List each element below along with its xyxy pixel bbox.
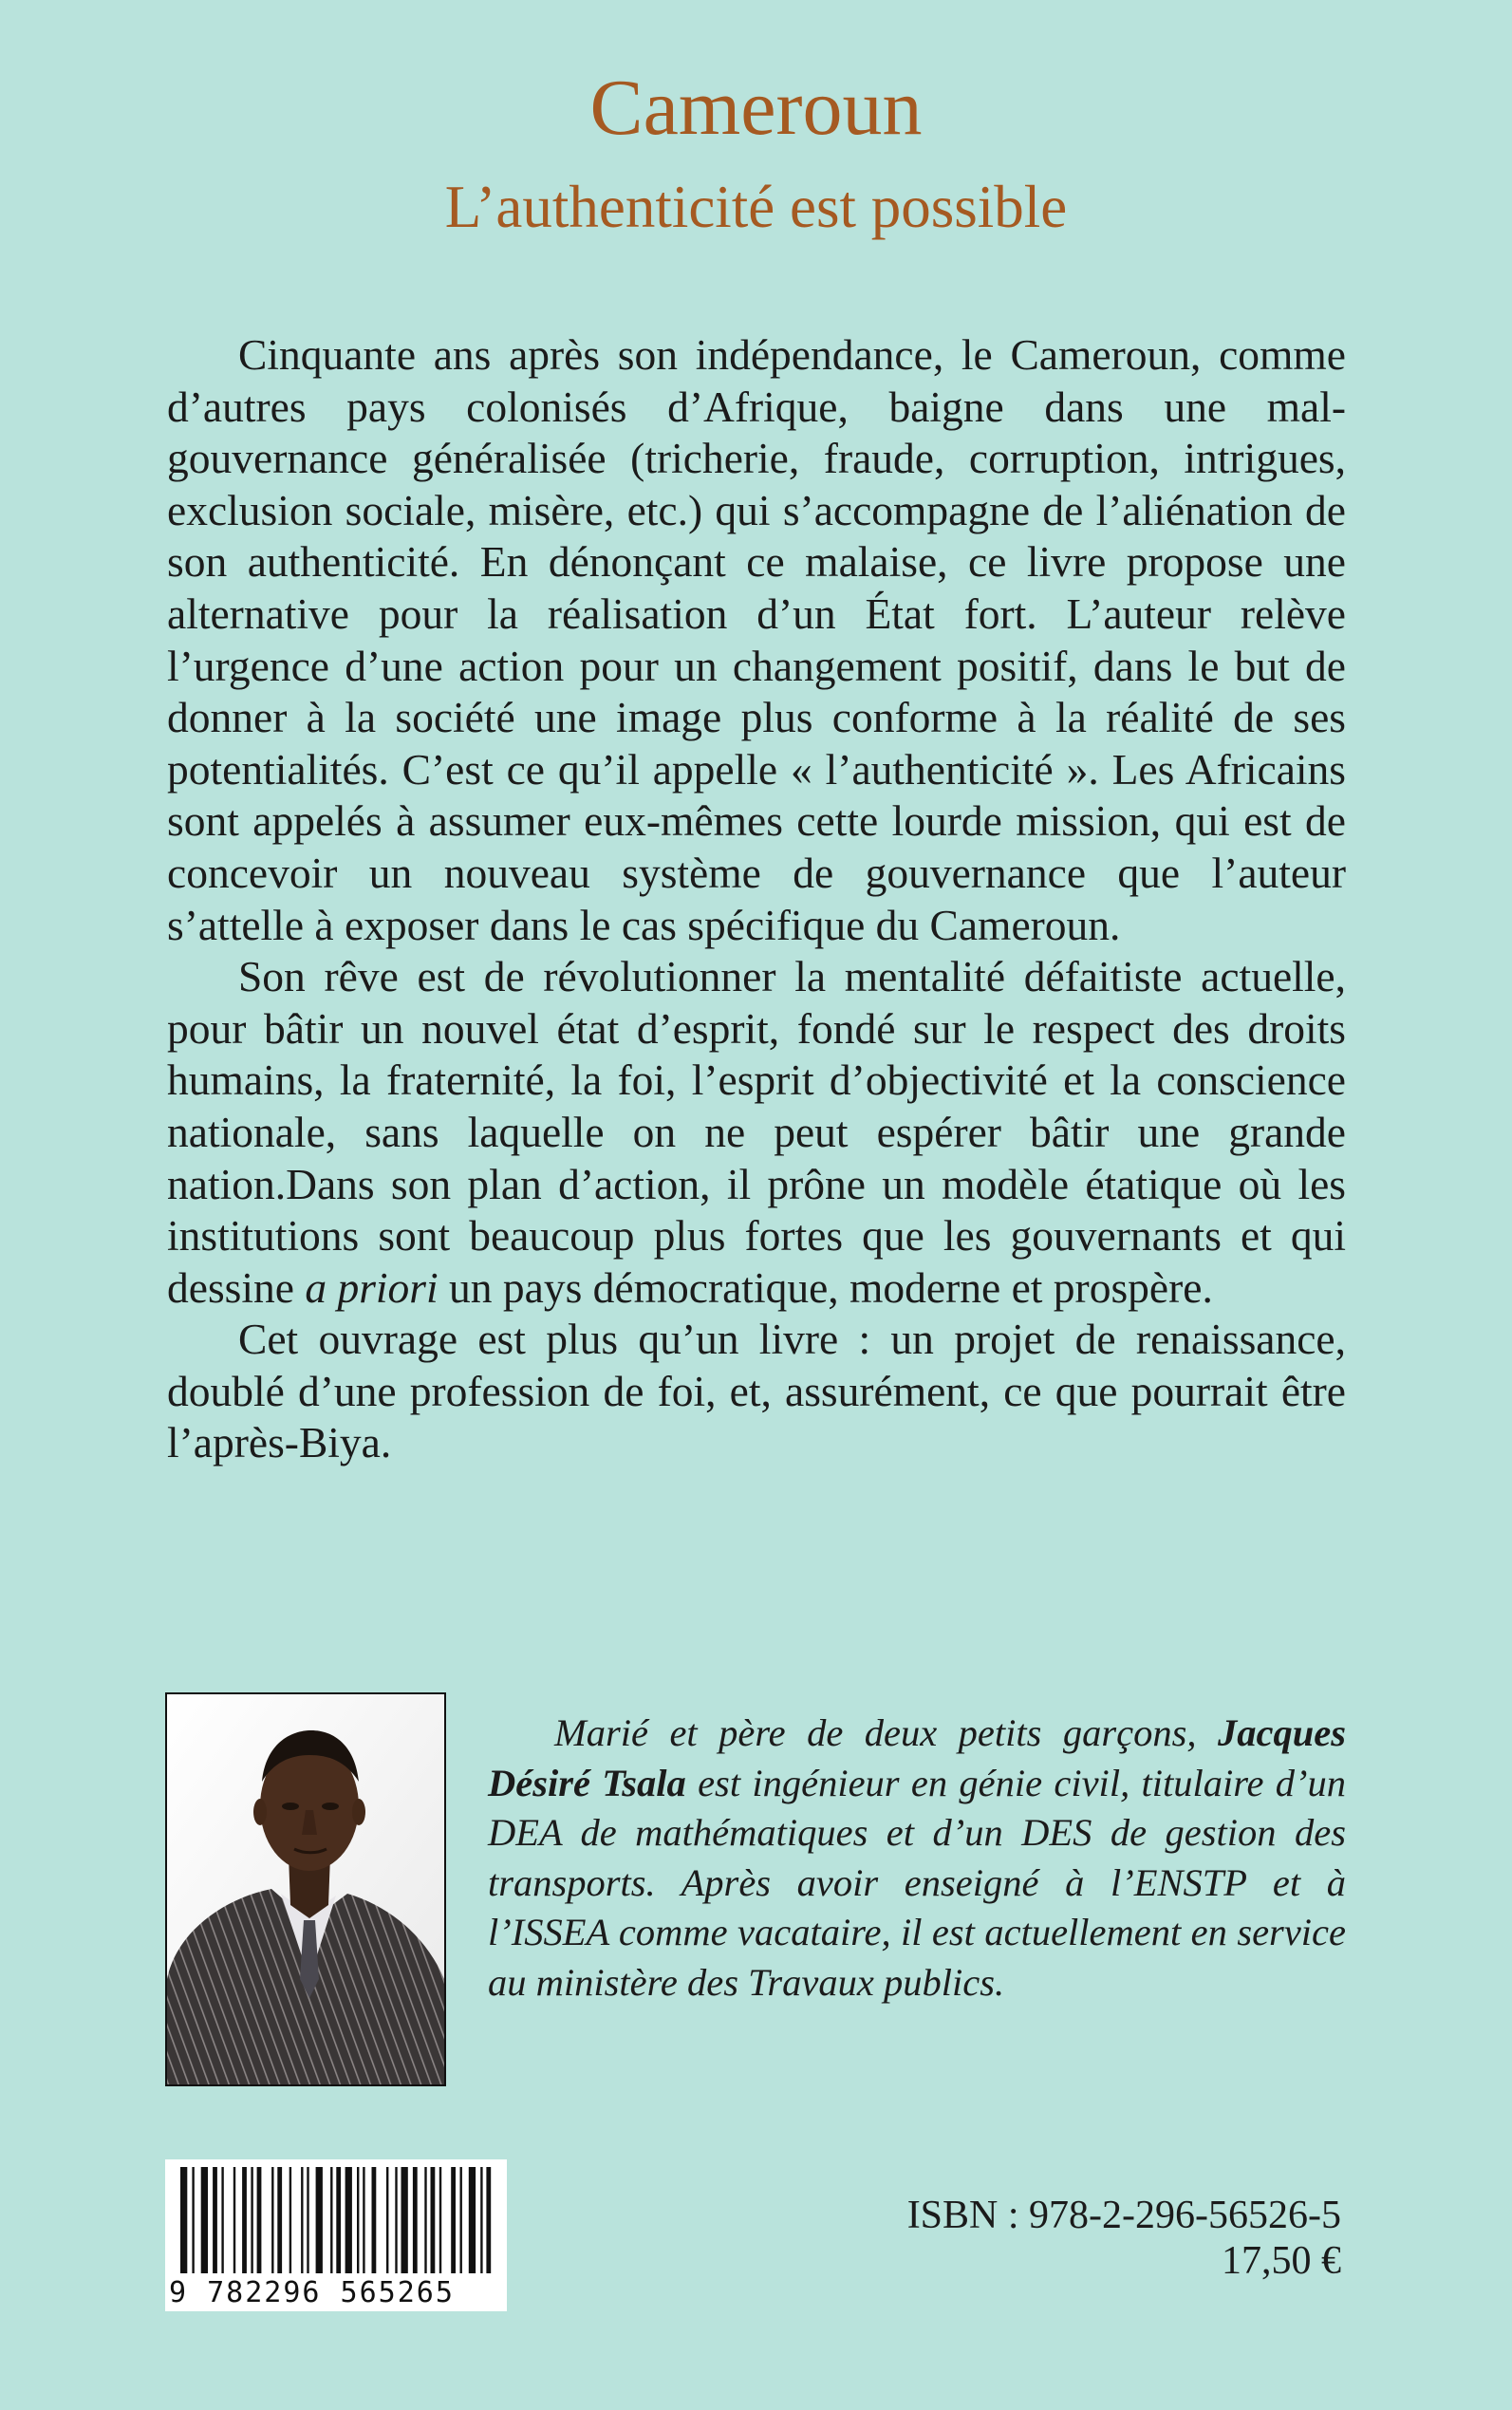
barcode-bar [451, 2167, 456, 2273]
synopsis-paragraph-2-start: Son rêve est de révolutionner la mentalité défaitiste actuelle, pour bâtir un nouvel état d’esprit, fondé sur le respect des droits humains, la fraternité, la foi, l’esprit d’objectivité et la conscience nationale, sans laquelle on ne peut espérer bâtir une grande nation.Dans son plan d’action, il prône un modèle étatique où les institutions sont beaucoup plus fortes que les gouvernants et qui dessine [167, 952, 1346, 1312]
barcode-bar [386, 2167, 388, 2273]
synopsis-paragraph-2 [167, 951, 1346, 1314]
author-bio-intro: Marié et père de deux petits garçons, [554, 1711, 1218, 1754]
barcode-bar [401, 2167, 408, 2273]
barcode-bar [372, 2167, 377, 2273]
barcode-digits: 9 782296 565265 [169, 2276, 455, 2309]
author-biography [488, 1709, 1346, 2008]
isbn: ISBN : 978-2-296-56526-5 [906, 2194, 1341, 2237]
barcode-bar [221, 2167, 223, 2273]
barcode-bar [192, 2167, 194, 2273]
barcode-bar [316, 2167, 323, 2273]
barcode-bar [439, 2167, 441, 2273]
barcode-bar [213, 2167, 217, 2273]
barcode-bar [363, 2167, 364, 2273]
barcode-bar [345, 2167, 352, 2273]
author-bio-details: est ingénieur en génie civil, titulaire d’un DEA de mathématiques et d’un DES de gestion des transports. Après avoir enseigné à l’ENSTP et à l’ISSEA comme vacataire, il est actuellement en service au ministère des Travaux publics. [488, 1761, 1346, 2004]
barcode-bar [251, 2167, 252, 2273]
barcode-bar [395, 2167, 397, 2273]
barcode-bar [277, 2167, 282, 2273]
barcode-bar [330, 2167, 332, 2273]
barcode-bar [357, 2167, 359, 2273]
barcode-bar [424, 2167, 426, 2273]
synopsis-paragraph-3: Cet ouvrage est plus qu’un livre : un projet de renaissance, doublé d’une profession de foi, et, assurément, ce que pourrait être l’après-Biya. [167, 1315, 1346, 1467]
author-photo [165, 1692, 446, 2086]
barcode-bar [486, 2167, 491, 2273]
price: 17,50 € [1222, 2239, 1341, 2283]
synopsis [167, 329, 1346, 1469]
barcode-bar [431, 2167, 436, 2273]
synopsis-paragraph-1: Cinquante ans après son indépendance, le Cameroun, comme d’autres pays colonisés d’Afrique, baigne dans une mal-gouvernance généralisée (tricherie, fraude, corruption, intrigues, exclusion sociale, misère, etc.) qui s’accompagne de l’aliénation de son authenticité. En dénonçant ce malaise, ce livre propose une alternative pour la réalisation d’un État fort. L’auteur relève l’urgence d’une action pour un changement positif, dans le but de donner à la société une image plus conforme à la réalité de ses potentialités. C’est ce qu’il appelle « l’authenticité ». Les Africains sont appelés à assumer eux-mêmes cette lourde mission, qui est de concevoir un nouveau système de gouvernance que l’auteur s’attelle à exposer dans le cas spécifique du Cameroun. [167, 330, 1346, 949]
synopsis-paragraph-2-emphasis: a priori [305, 1262, 439, 1312]
barcode-bar [336, 2167, 341, 2273]
author-name: Jacques Désiré Tsala [488, 1711, 1346, 1804]
book-subtitle: L’authenticité est possible [444, 174, 1068, 240]
barcode-bar [289, 2167, 291, 2273]
barcode [165, 2159, 507, 2311]
barcode-bar [480, 2167, 482, 2273]
barcode-bar [469, 2167, 476, 2273]
book-title: Cameroun [589, 64, 923, 152]
barcode-bar [413, 2167, 418, 2273]
barcode-bar [180, 2167, 187, 2273]
barcode-bar [307, 2167, 308, 2273]
barcode-bar [301, 2167, 303, 2273]
barcode-bar [460, 2167, 462, 2273]
barcode-bars [165, 2159, 507, 2275]
synopsis-paragraph-2-end: un pays démocratique, moderne et prospère. [438, 1262, 1213, 1312]
barcode-bar [242, 2167, 247, 2273]
author-portrait-illustration [167, 1694, 444, 2084]
barcode-bar [271, 2167, 273, 2273]
barcode-bar [257, 2167, 262, 2273]
barcode-bar [201, 2167, 208, 2273]
barcode-bar [233, 2167, 235, 2273]
